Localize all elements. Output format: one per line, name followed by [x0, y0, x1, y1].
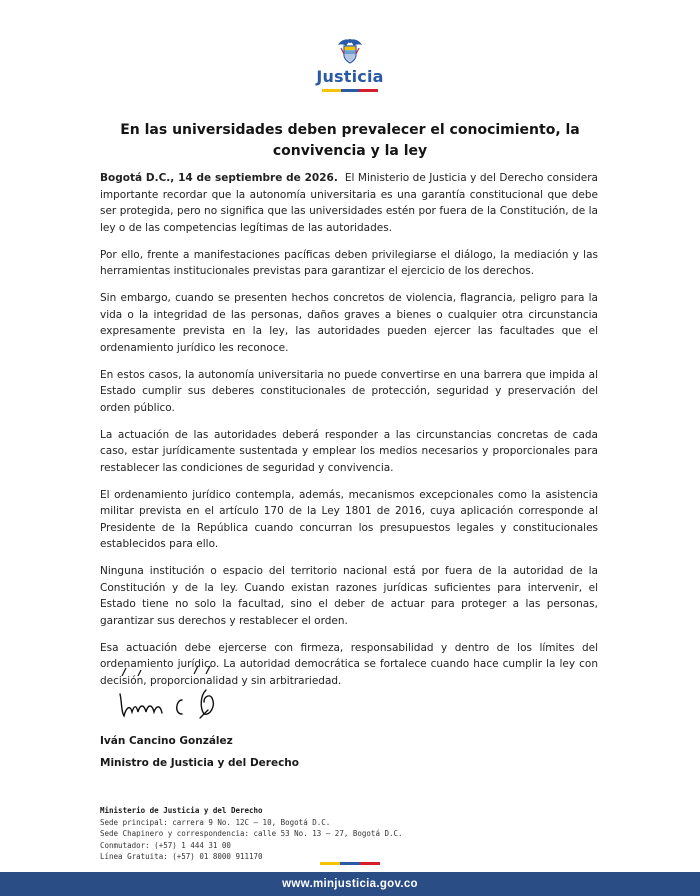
footer-toll-free: Línea Gratuita: (+57) 01 8000 911170: [100, 852, 263, 861]
website-link[interactable]: www.minjusticia.gov.co: [282, 878, 418, 890]
signer-name: Iván Cancino González: [100, 735, 233, 747]
colombia-coat-of-arms-icon: [335, 36, 365, 66]
signer-title: Ministro de Justicia y del Derecho: [100, 757, 299, 769]
footer-address-chapinero: Sede Chapinero y correspondencia: calle 53 No. 13 – 27, Bogotá D.C.: [100, 829, 403, 838]
ministry-logo: [0, 36, 700, 92]
handwritten-signature: [116, 682, 246, 722]
footer-phone: Conmutador: (+57) 1 444 31 00: [100, 840, 231, 850]
body-paragraph: En estos casos, la autonomía universitaria no puede convertirse en una barrera que impida al Estado cumplir sus deberes constitucionales de protección, seguridad y preservación del orden público.: [100, 368, 598, 414]
body-paragraph: Por ello, frente a manifestaciones pacíficas deben privilegiarse el diálogo, la mediación y las herramientas institucionales previstas para garantizar el ejercicio de los derechos.: [100, 248, 598, 277]
signature-marks: [112, 662, 222, 682]
body-paragraph: Ninguna institución o espacio del territorio nacional está por fuera de la autoridad de la Constitución y de la ley. Cuando existan razones jurídicas suficientes para intervenir, el Estado tiene no solo la facultad, sino el deber de actuar para proteger a las personas, garantizar sus derechos y restablecer el orden.: [100, 565, 598, 627]
body-paragraph: El ordenamiento jurídico contempla, además, mecanismos excepcionales como la asistencia militar prevista en el artículo 170 de la Ley 1801 de 2016, cuya aplicación corresponde al Presidente de la República cuando concurran los presupuestos legales y constitucionales establecidos para ello.: [100, 488, 598, 550]
dateline: Bogotá D.C., 14 de septiembre de 2026.: [100, 172, 338, 184]
body-paragraph: Sin embargo, cuando se presenten hechos concretos de violencia, flagrancia, peligro para la vida o la integridad de las personas, daños graves a bienes o cualquier otra circunstancia expresamente prevista en la ley, las autoridades pueden ejercer las facultades que el ordenamiento jurídico les reconoce.: [100, 292, 598, 354]
flag-color-bar: [322, 89, 378, 92]
press-release-body: [100, 170, 598, 700]
body-paragraph: [100, 170, 598, 236]
footer-address-main: Sede principal: carrera 9 No. 12C – 10, Bogotá D.C.: [100, 817, 331, 827]
footer-bar: [0, 872, 700, 896]
body-paragraph: La actuación de las autoridades deberá responder a las circunstancias concretas de cada caso, estar jurídicamente sustentada y emplear los medios necesarios y proporcionales para restablecer las condiciones de seguridad y convivencia.: [100, 428, 598, 474]
paragraph-text: El Ministerio de Justicia y del Derecho considera importante recordar que la autonomía universitaria es una garantía constitucional que debe ser protegida, pero no significa que las universidades estén por fuera de la Constitución, de la ley o de las competencias legítimas de las autoridades.: [100, 172, 598, 234]
press-release-title: En las universidades deben prevalecer el conocimiento, la convivencia y la ley: [120, 122, 580, 159]
footer-flag-bar: [320, 862, 380, 865]
footer-org-name: Ministerio de Justicia y del Derecho: [100, 806, 263, 815]
body-paragraph: Esa actuación debe ejercerse con firmeza, responsabilidad y dentro de los límites del ordenamiento jurídico. La autoridad democrática se fortalece cuando hace cumplir la ley con decisión, proporcionalidad y sin arbitrariedad.: [100, 641, 598, 687]
footer-contact-info: [100, 805, 403, 863]
brand-name: Justicia: [316, 67, 384, 86]
